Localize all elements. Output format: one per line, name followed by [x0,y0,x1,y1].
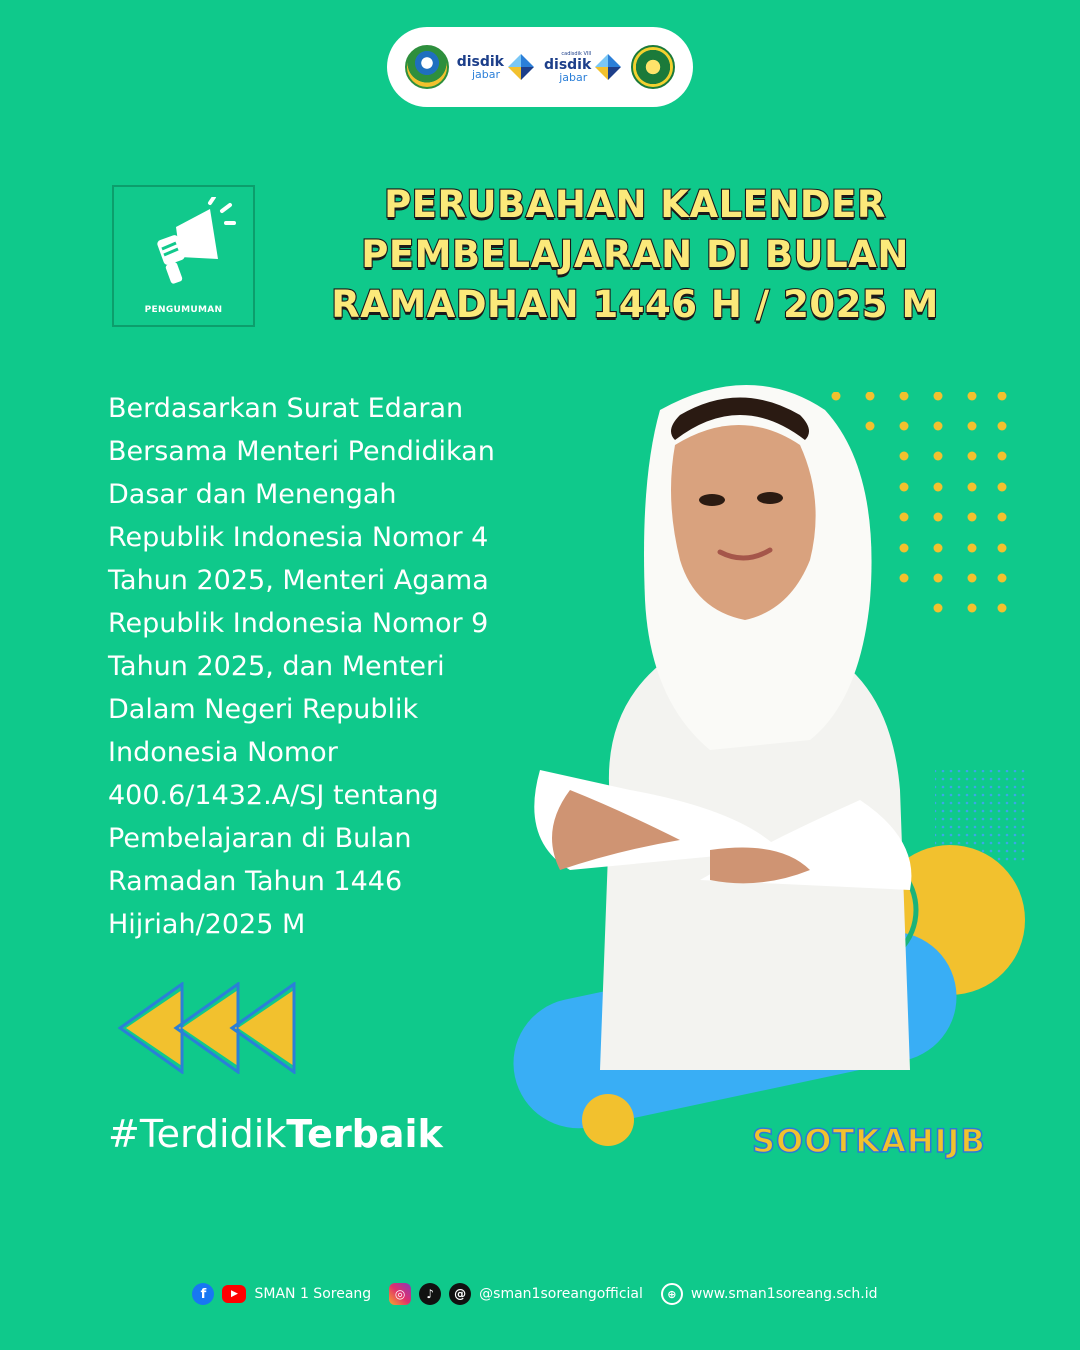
logo-bar [387,27,693,107]
footer-website-link[interactable]: www.sman1soreang.sch.id [690,1286,878,1302]
cadisdik-diamond-icon [593,52,623,82]
megaphone-icon [138,197,238,297]
tiktok-icon[interactable]: ♪ [419,1283,441,1305]
footer-school-name[interactable]: SMAN 1 Soreang [254,1286,372,1302]
hashtag-bold: Terbaik [286,1112,443,1156]
title-line-2: PEMBELAJARAN DI BULAN [361,233,909,276]
facebook-icon[interactable]: f [192,1283,214,1305]
title-line-1: PERUBAHAN KALENDER [384,183,886,226]
cadisdik-logo-text: disdik [544,56,592,73]
west-java-seal-logo [405,45,449,89]
rewind-arrows-decoration [118,982,308,1074]
cadisdik-logo-toptext: cadisdik VIII [561,50,592,57]
disdik-logo-subtext: jabar [471,67,500,81]
cadisdik-logo-subtext: jabar [559,70,588,84]
school-signature-logo: SOOTKAHIJB [752,1122,986,1160]
instagram-icon[interactable]: ◎ [389,1283,411,1305]
youtube-icon[interactable]: ▶ [222,1285,246,1303]
footer-social-handle[interactable]: @sman1soreangofficial [479,1286,643,1302]
hashtag-regular: #Terdidik [108,1112,287,1156]
school-seal-logo [631,45,675,89]
globe-icon: ⊕ [661,1283,683,1305]
footer-social-bar [0,1280,1080,1308]
cadisdik-logo [544,52,623,83]
disdik-logo-text: disdik [456,53,504,70]
disdik-jabar-logo [457,52,536,82]
announcement-body: Berdasarkan Surat Edaran Bersama Menteri Pendidikan Dasar dan Menengah Republik Indonesia Nomor 4 Tahun 2025, Menteri Agama Republik Indonesia Nomor 9 Tahun 2025, dan Menteri Dalam Negeri Republik Indonesia Nomor 400.6/1432.A/SJ tentang Pembelajaran di Bulan Ramadan Tahun 1446 Hijriah/2025 M [108,393,495,940]
disdik-diamond-icon [506,52,536,82]
announcement-label: PENGUMUMAN [144,305,223,315]
announcement-badge [112,185,255,327]
page-title [300,180,970,330]
campaign-hashtag [108,1112,443,1156]
title-line-3: RAMADHAN 1446 H / 2025 M [331,283,939,326]
threads-icon[interactable]: @ [449,1283,471,1305]
